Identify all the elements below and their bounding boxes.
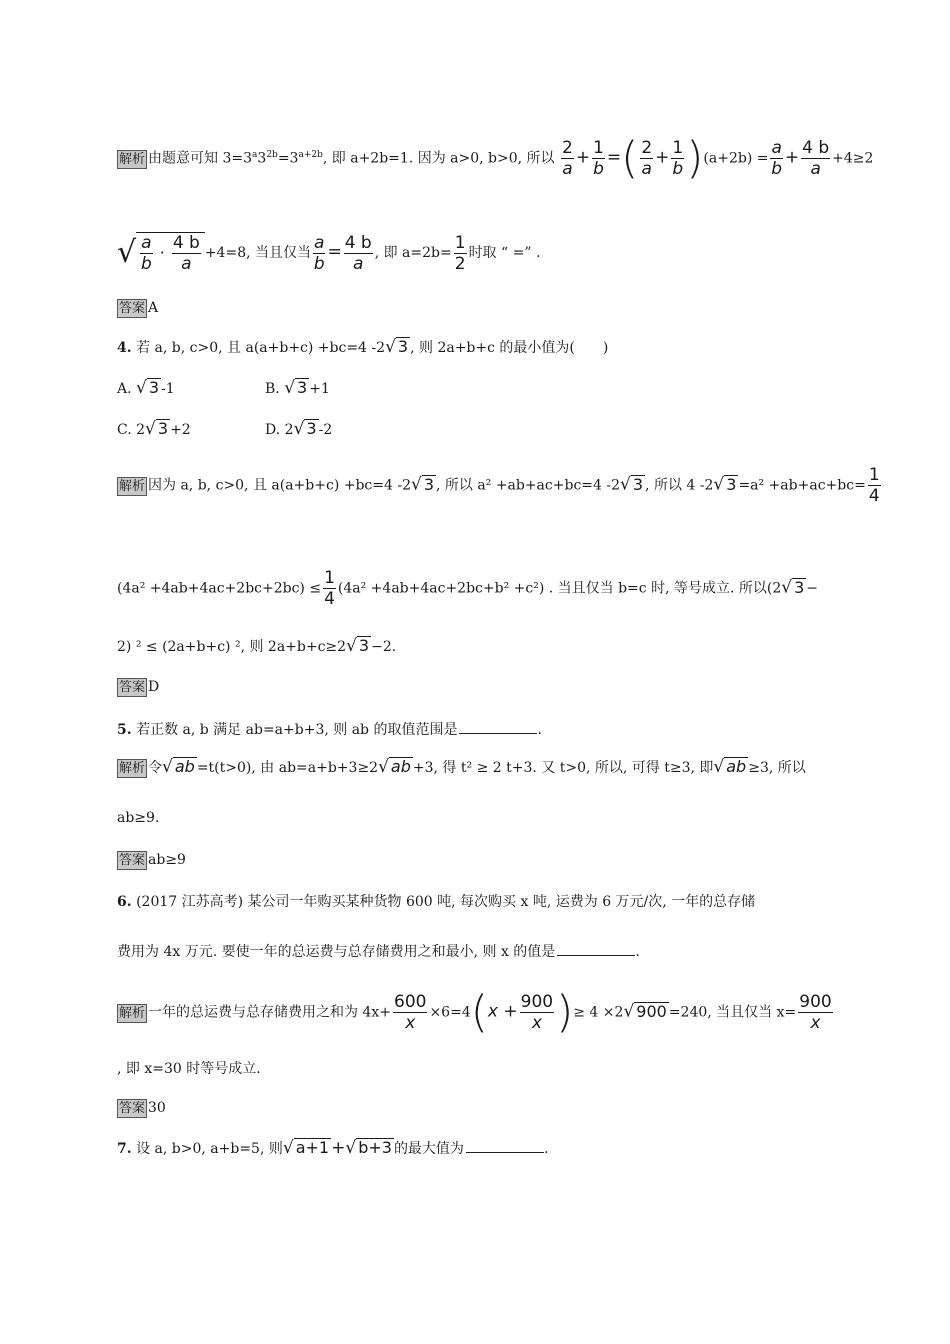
q4-analysis-line3: 2) ² ≤ (2a+b+c) ², 则 2a+b+c≥2√ 3 −2. (117, 636, 397, 656)
paren: ( (621, 132, 639, 184)
text: =t(t>0), 由 ab=a+b+3≥2 (196, 760, 379, 776)
text: (a+2b) = (703, 150, 769, 167)
question-number: 7. (117, 1141, 132, 1157)
fraction: $\frac{1}{b}$ (593, 138, 604, 179)
analysis-tag: 解析 (119, 478, 146, 494)
answer-blank[interactable] (466, 1138, 544, 1153)
analysis-tag: 解析 (119, 761, 146, 776)
text: 的最大值为 (393, 1141, 464, 1157)
text: , 即 a+2b=1. 因为 a>0, b>0, 所以 (322, 150, 555, 167)
question-number: 6. (117, 894, 132, 910)
q5-answer (117, 850, 186, 870)
text: , 则 2a+b+c 的最小值为( ) (410, 340, 609, 356)
answer-tag: 答案 (119, 1101, 146, 1116)
text: 时取 “ =” . (468, 245, 541, 261)
plus: + (784, 147, 800, 168)
q6-stem-line1 (117, 892, 755, 912)
exponent: 2b (266, 149, 278, 160)
fraction: $\frac{600}{x}$ (394, 992, 427, 1033)
answer-blank[interactable] (459, 719, 537, 734)
text: (2017 江苏高考) 某公司一年购买某种货物 600 吨, 每次购买 x 吨, 运费为 6 万元/次, 一年的总存储 (136, 894, 756, 910)
text: − (806, 580, 819, 597)
answer-value: 30 (148, 1100, 166, 1116)
fraction: $\frac{900}{x}$ (520, 992, 554, 1033)
text: ≥3, 所以 (748, 760, 806, 776)
text: , 所以 a² +ab+ac+bc=4 -2 (436, 477, 621, 494)
text: (4a² +4ab+4ac+2bc+b² +c²) . 当且仅当 b=c 时, 等号成立. 所以(2 (337, 580, 782, 597)
fraction: $\frac{4 b}{a}$ (802, 138, 830, 179)
text: =a² +ab+ac+bc= (738, 477, 866, 494)
q6-analysis-line2 (117, 1059, 261, 1079)
fraction: $\frac{2}{a}$ (641, 138, 653, 179)
q6-stem-line2: 费用为 4x 万元. 要使一年的总运费与总存储费用之和最小, 则 x 的值是 . (117, 941, 640, 962)
q6-analysis-line1: 解析 一年的总运费与总存储费用之和为 4x+ $\frac{600}{x}$ ×6=4(x + $\frac{900}{x}$ )≥ 4 ×2√ 900 =240, 当且仅当 x= $\frac{900}{x}$ (119, 986, 832, 1038)
fraction: $\frac{1}{4}$ (324, 568, 335, 609)
analysis-tag: 解析 (119, 1005, 146, 1021)
q4-stem (117, 337, 608, 358)
radical-sign: √ (117, 235, 137, 270)
q5-analysis-line2 (117, 808, 159, 828)
answer-value: D (148, 679, 160, 695)
exponent: a+2b (298, 149, 323, 160)
text: ab≥9. (117, 810, 160, 826)
radicand: 3 (397, 337, 409, 356)
text: +3, 得 t² ≥ 2 t+3. 又 t>0, 所以, 可得 t≥3, 即 (412, 760, 714, 776)
text: , 即 a=2b= (374, 245, 452, 261)
answer-blank[interactable] (557, 941, 635, 956)
text: −2. (371, 639, 397, 655)
plus: + (575, 147, 591, 168)
equals: = (606, 147, 622, 168)
answer-value: ab≥9 (148, 852, 186, 868)
fraction: $\frac{1}{2}$ (454, 232, 466, 274)
equals: = (327, 242, 342, 262)
q5-stem: 5. 若正数 a, b 满足 ab=a+b+3, 则 ab 的取值范围是 . (117, 719, 542, 740)
text: 3 (289, 150, 299, 167)
q4-option-d: D. 2√ 3 -2 (265, 419, 333, 439)
text: ≥ 4 ×2 (573, 1004, 624, 1021)
plus: + (655, 147, 670, 168)
q4-analysis-line1: 解析 因为 a, b, c>0, 且 a(a+b+c) +bc=4 -2√ 3 , 所以 a² +ab+ac+bc=4 -2√ 3 , 所以 4 -2√ 3 =a² +ab+ac+bc= $\frac{1}{4}$ (119, 465, 880, 506)
q4-option-c: C. 2√ 3 +2 (117, 419, 191, 439)
q7-stem: 7. 设 a, b>0, a+b=5, 则√ a+1 +√ b+3 的最大值为 . (117, 1138, 549, 1158)
q3-analysis-line1 (117, 132, 874, 184)
fraction: $\frac{a}{b}$ (313, 232, 325, 274)
text: 由题意可知 3=3 (148, 150, 253, 167)
text: ×6=4 (429, 1004, 471, 1021)
q4-answer (117, 677, 159, 697)
text: 费用为 4x 万元. 要使一年的总运费与总存储费用之和最小, 则 x 的值是 (117, 944, 556, 960)
text: 若 a, b, c>0, 且 a(a+b+c) +bc=4 -2 (136, 340, 386, 356)
fraction: $\frac{900}{x}$ (799, 992, 832, 1033)
text: 一年的总运费与总存储费用之和为 4x+ (148, 1004, 391, 1021)
text: = (277, 150, 290, 167)
q4-option-a: A. √ 3 -1 (117, 378, 175, 398)
text: =240, 当且仅当 x= (668, 1004, 797, 1021)
text: (4a² +4ab+4ac+2bc+2bc) ≤ (117, 580, 322, 597)
fraction: $\frac{1}{4}$ (868, 465, 880, 506)
text: 设 a, b>0, a+b=5, 则 (136, 1141, 283, 1157)
fraction: $\frac{2}{a}$ (562, 138, 573, 179)
text: 因为 a, b, c>0, 且 a(a+b+c) +bc=4 -2 (148, 477, 411, 494)
text: , 所以 4 -2 (645, 477, 714, 494)
radical-sign: √ (385, 337, 396, 357)
analysis-tag: 解析 (119, 151, 146, 167)
question-number: 4. (117, 340, 132, 356)
q4-option-b: B. √ 3 +1 (265, 378, 330, 398)
fraction: $\frac{a}{b}$ (771, 138, 783, 179)
q3-analysis-line2 (117, 232, 540, 274)
q3-answer (117, 298, 158, 318)
text: , 即 x=30 时等号成立. (117, 1061, 261, 1077)
text: 令 (148, 760, 163, 776)
fraction: $\frac{4 b}{a}$ (344, 232, 372, 274)
text: 2) ² ≤ (2a+b+c) ², 则 2a+b+c≥2 (117, 639, 347, 655)
answer-tag: 答案 (119, 680, 146, 695)
q4-analysis-line2: (4a² +4ab+4ac+2bc+2bc) ≤ $\frac{1}{4}$ (4a² +4ab+4ac+2bc+b² +c²) . 当且仅当 b=c 时, 等号成立. 所以(2√ 3 − (117, 568, 819, 609)
text: 3 (257, 150, 267, 167)
q6-answer (117, 1098, 166, 1118)
answer-tag: 答案 (119, 301, 146, 316)
radicand: $\frac{a}{b}$ · $\frac{4 b}{a}$ (136, 232, 205, 274)
text: +4≥2 (832, 150, 874, 167)
q5-analysis-line1: 解析 令√ ab =t(t>0), 由 ab=a+b+3≥2√ ab +3, 得 t² ≥ 2 t+3. 又 t>0, 所以, 可得 t≥3, 即√ ab ≥3, 所以 (119, 757, 806, 777)
question-number: 5. (117, 722, 132, 738)
text: 若正数 a, b 满足 ab=a+b+3, 则 ab 的取值范围是 (136, 722, 458, 738)
paren: ) (686, 132, 704, 184)
answer-tag: 答案 (119, 853, 146, 868)
exponent: a (252, 149, 258, 160)
answer-value: A (148, 300, 159, 316)
fraction: $\frac{1}{b}$ (672, 138, 684, 179)
text: +4=8, 当且仅当 (204, 245, 312, 261)
